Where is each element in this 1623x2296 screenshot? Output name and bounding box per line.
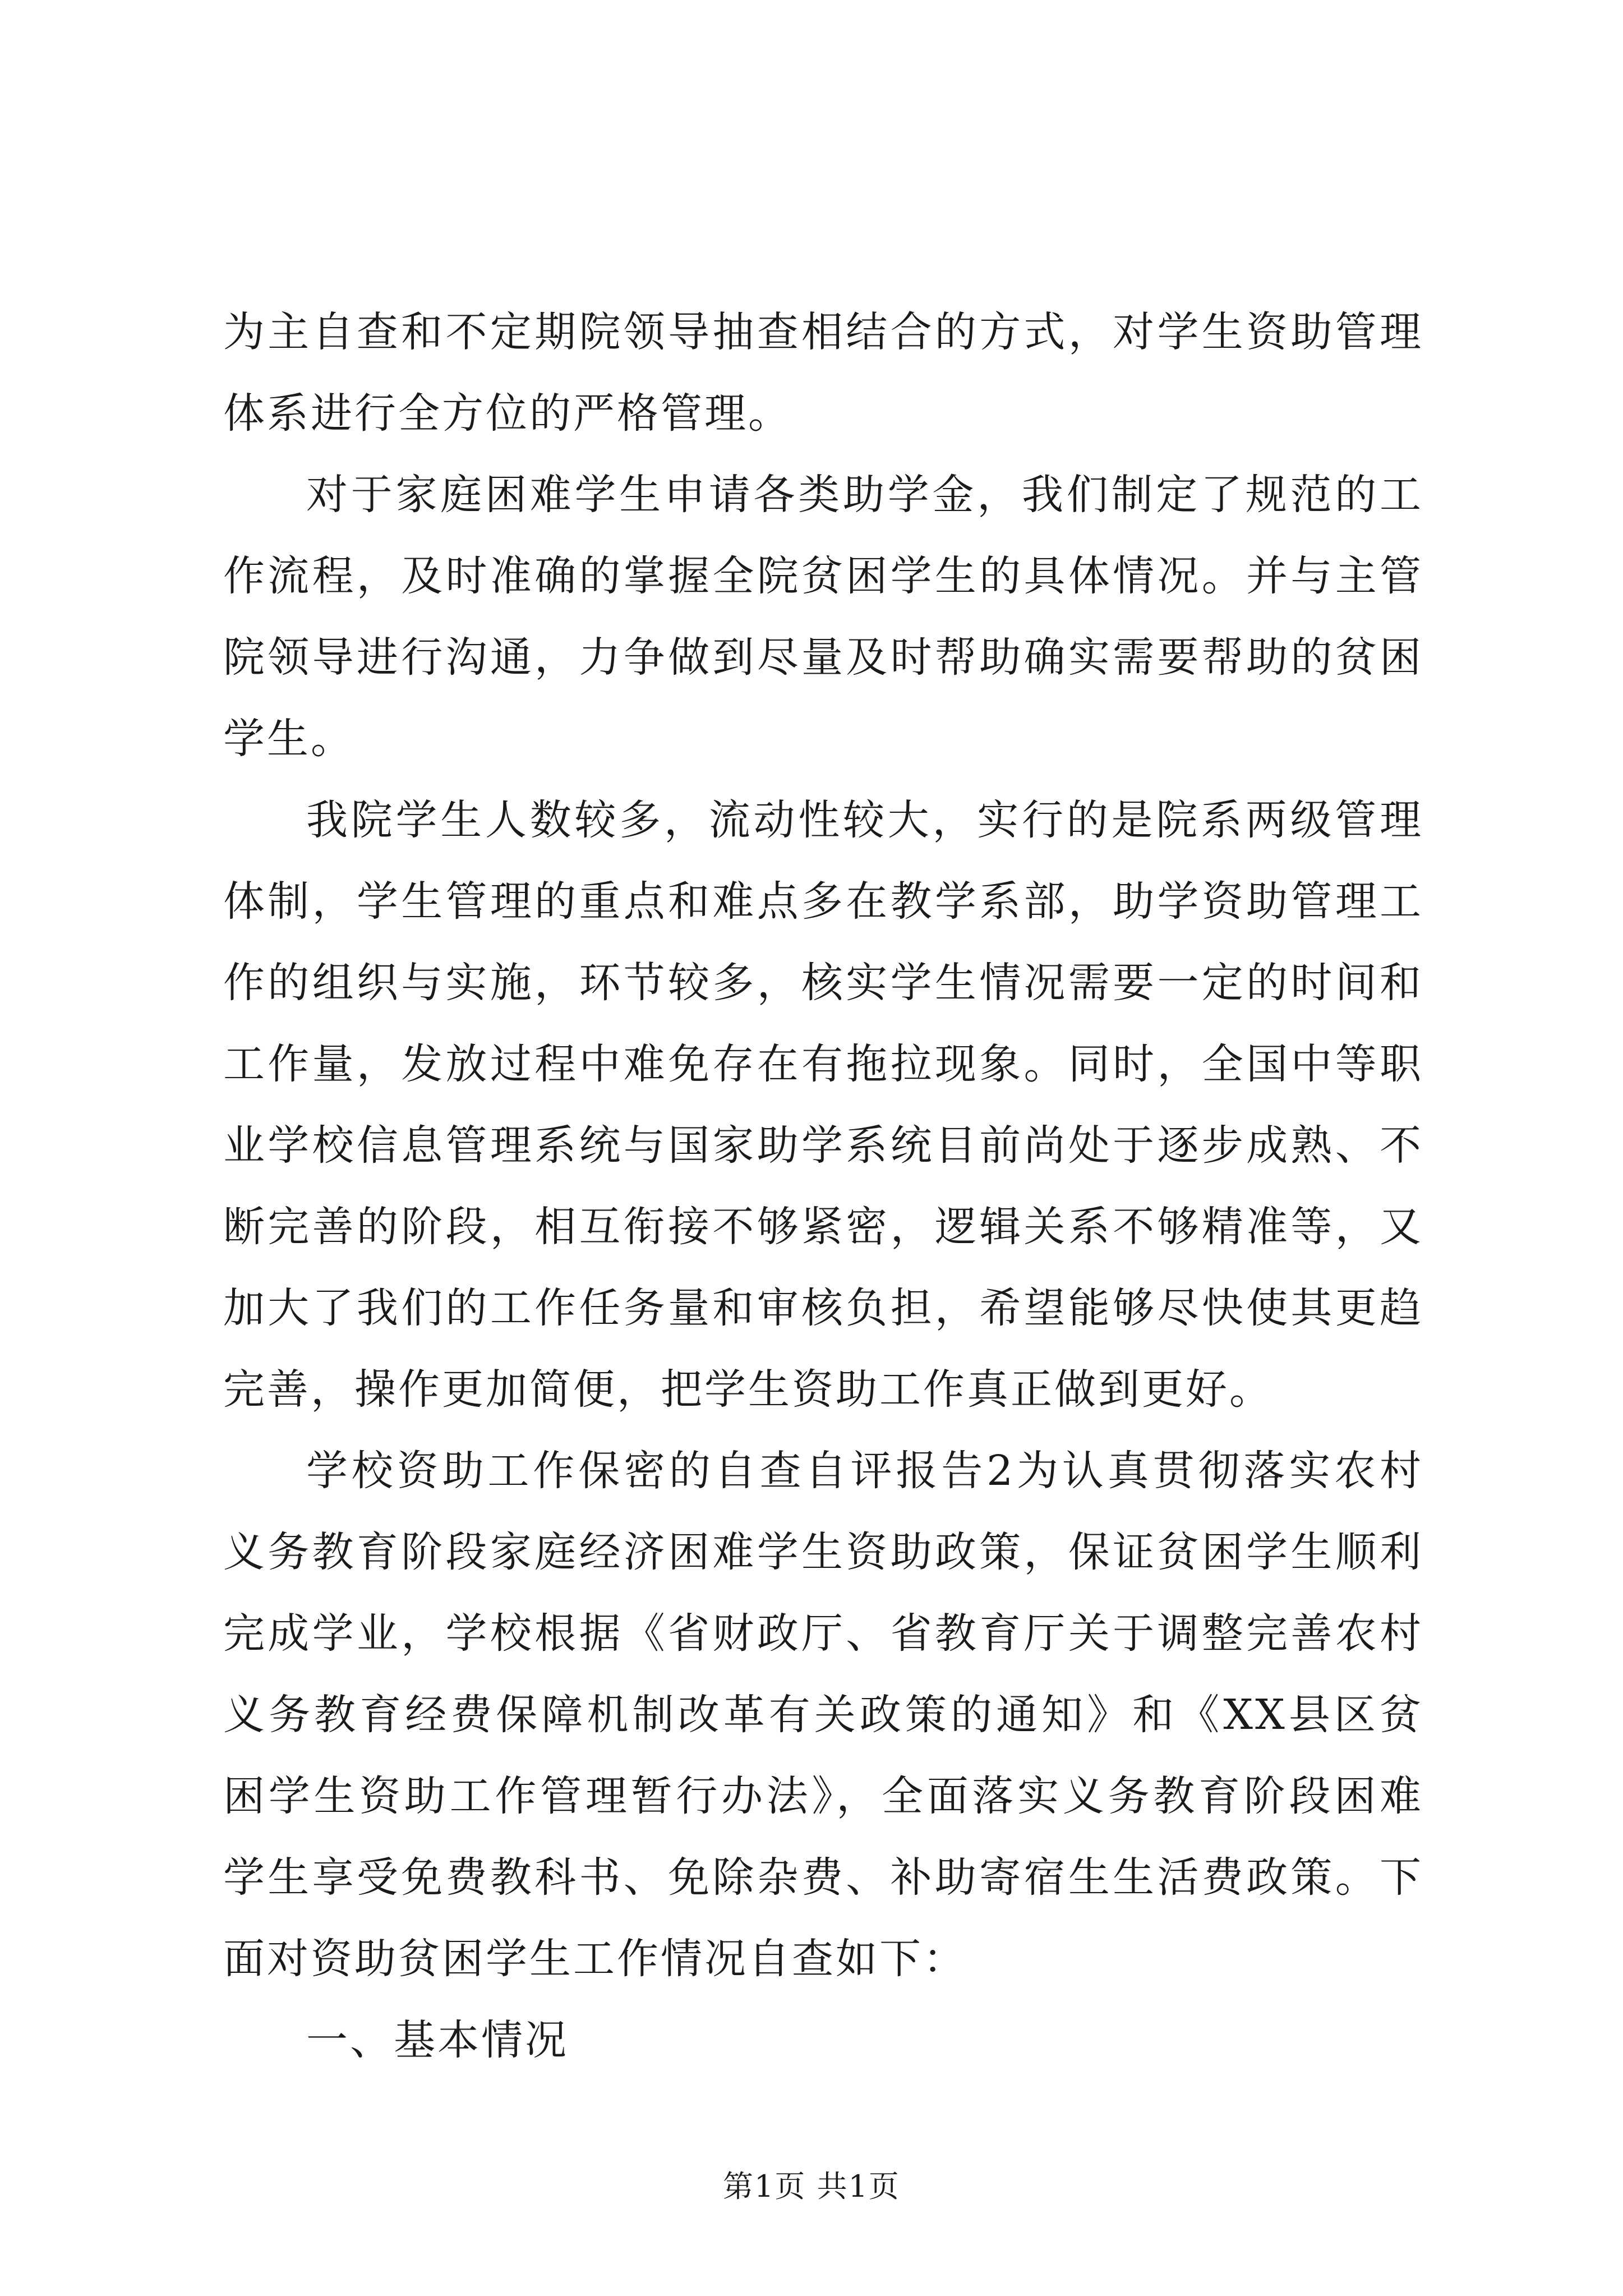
section-heading: 一、基本情况	[306, 2016, 569, 2064]
paragraph-3: 我院学生人数较多，流动性较大，实行的是院系两级管理体制，学生管理的重点和难点多在教学系部，助学资助管理工作的组织与实施，环节较多，核实学生情况需要一定的时间和工作量，发放过程中难免存在有拖拉现象。同时，全国中等职业学校信息管理系统与国家助学系统目前尚处于逐步成熟、不断完善的阶段，相互衔接不够紧密，逻辑关系不够精准等，又加大了我们的工作任务量和审核负担，希望能够尽快使其更趋完善，操作更加简便，把学生资助工作真正做到更好。	[223, 796, 1423, 1414]
page-footer: 第1页 共1页	[723, 2169, 900, 2204]
paragraph-2: 对于家庭困难学生申请各类助学金，我们制定了规范的工作流程，及时准确的掌握全院贫困学生的具体情况。并与主管院领导进行沟通，力争做到尽量及时帮助确实需要帮助的贫困学生。	[223, 471, 1423, 763]
paragraph-1: 为主自查和不定期院领导抽查相结合的方式，对学生资助管理体系进行全方位的严格管理。	[223, 308, 1423, 438]
paragraph-4: 学校资助工作保密的自查自评报告2为认真贯彻落实农村义务教育阶段家庭经济困难学生资助政策，保证贫困学生顺利完成学业，学校根据《省财政厅、省教育厅关于调整完善农村义务教育经费保障机制改革有关政策的通知》和《XX县区贫困学生资助工作管理暂行办法》，全面落实义务教育阶段困难学生享受免费教科书、免除杂费、补助寄宿生生活费政策。下面对资助贫困学生工作情况自查如下：	[223, 1447, 1423, 1983]
document-body	[223, 292, 1423, 2081]
